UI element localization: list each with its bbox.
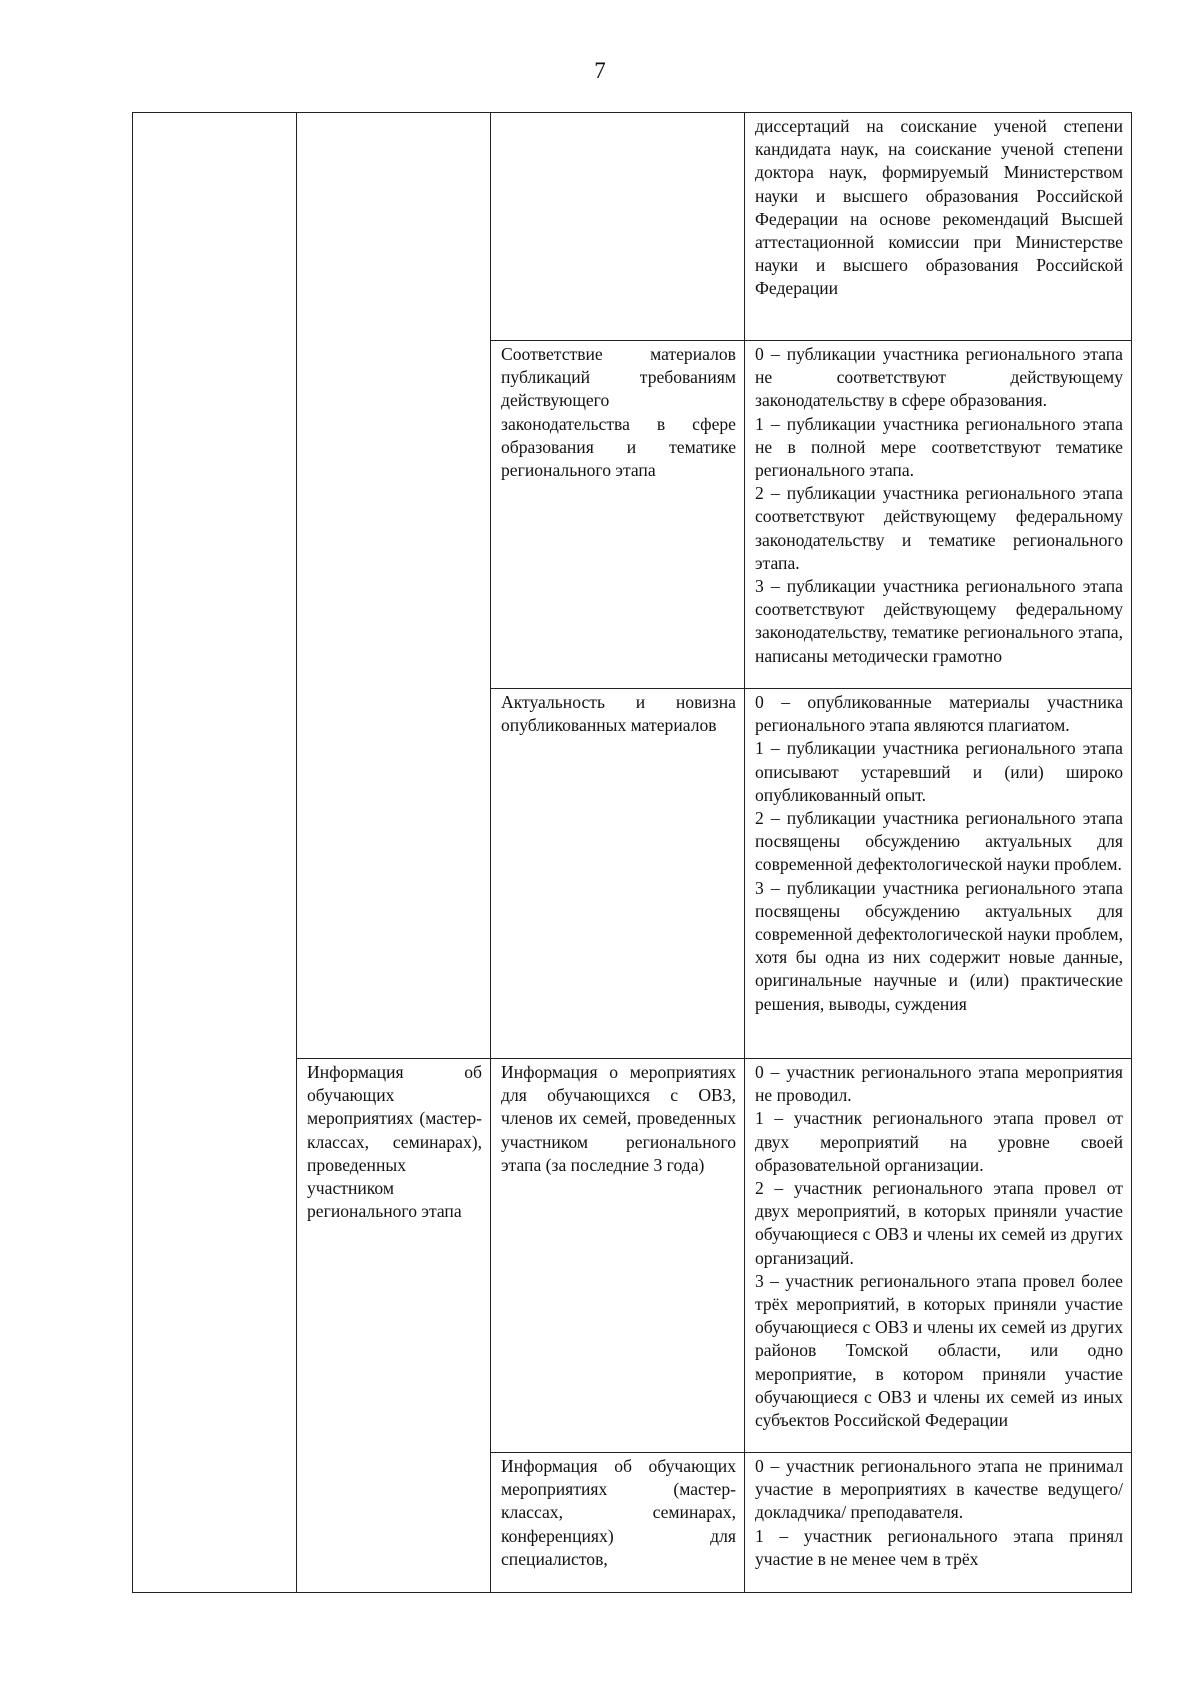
score-paragraph: 2 – участник регионального этапа провел от двух мероприятий, в которых приняли участие обучающиеся с ОВЗ и члены их семей из других организаций. [755, 1178, 1123, 1268]
score-description-cell [745, 1059, 1132, 1453]
score-paragraph: 3 – публикации участника регионального этапа посвящены обсуждению актуальных для современной дефектологической науки проблем, хотя бы одна из них содержит новые данные, оригинальные научные и (или) практические решения, выводы, суждения [755, 877, 1123, 1014]
score-paragraph: 1 – участник регионального этапа провел от двух мероприятий на уровне своей образовательной организации. [755, 1108, 1123, 1175]
score-paragraph: 1 – публикации участника регионального этапа не в полной мере соответствуют тематике регионального этапа. [755, 413, 1123, 481]
empty-cell-col1 [133, 113, 297, 1593]
score-paragraph: 3 – публикации участника регионального этапа соответствуют действующему федеральному законодательству, тематике регионального этапа, написаны методически грамотно [755, 576, 1123, 666]
score-paragraph: 1 – публикации участника регионального этапа описывают устаревший и (или) широко опубликованный опыт. [755, 738, 1123, 805]
score-paragraph: 0 – участник регионального этапа мероприятия не проводил. [755, 1062, 1123, 1106]
criterion-cell: Соответствие материалов публикаций требованиям действующего законодательства в сфере образования и тематике регионального этапа [491, 341, 745, 689]
criterion-cell: Информация об обучающих мероприятиях (мастер-классах, семинарах, конференциях) для специалистов, [491, 1453, 745, 1593]
criterion-cell: Актуальность и новизна опубликованных материалов [491, 689, 745, 1059]
score-description-cell [745, 689, 1132, 1059]
score-description-cell [745, 341, 1132, 689]
score-paragraph: 2 – публикации участника регионального этапа соответствуют действующему федеральному законодательству и тематике регионального этапа. [755, 483, 1123, 573]
score-paragraph: диссертаций на соискание ученой степени кандидата наук, на соискание ученой степени доктора наук, формируемый Министерством науки и высшего образования Российской Федерации на основе рекомендаций Высшей аттестационной комиссии при Министерстве науки и высшего образования Российской Федерации [755, 116, 1123, 299]
score-paragraph: 0 – участник регионального этапа не принимал участие в мероприятиях в качестве ведущего/ докладчика/ преподавателя. [755, 1456, 1123, 1523]
page-number: 7 [594, 58, 606, 83]
score-paragraph: 0 – опубликованные материалы участника регионального этапа являются плагиатом. [755, 692, 1123, 736]
score-description-cell [745, 113, 1132, 341]
score-paragraph: 2 – публикации участника регионального этапа посвящены обсуждению актуальных для современной дефектологической науки проблем. [755, 808, 1123, 875]
criterion-cell: Информация о мероприятиях для обучающихся с ОВЗ, членов их семей, проведенных участником регионального этапа (за последние 3 года) [491, 1059, 745, 1453]
empty-cell-col2 [297, 113, 491, 1059]
indicator-cell: Информация об обучающих мероприятиях (мастер-классах, семинарах), проведенных участником регионального этапа [297, 1059, 491, 1593]
score-paragraph: 0 – публикации участника регионального этапа не соответствуют действующему законодательству в сфере образования. [755, 344, 1123, 411]
table-row [133, 113, 1132, 341]
score-paragraph: 1 – участник регионального этапа принял участие в не менее чем в трёх [755, 1525, 1123, 1569]
score-description-cell [745, 1453, 1132, 1593]
criterion-cell [491, 113, 745, 341]
criteria-table [132, 112, 1132, 1593]
score-paragraph: 3 – участник регионального этапа провел более трёх мероприятий, в которых приняли участие обучающиеся с ОВЗ и члены их семей из других районов Томской области, или одно мероприятие, в котором приняли участие обучающиеся с ОВЗ и члены их семей из иных субъектов Российской Федерации [755, 1270, 1123, 1431]
